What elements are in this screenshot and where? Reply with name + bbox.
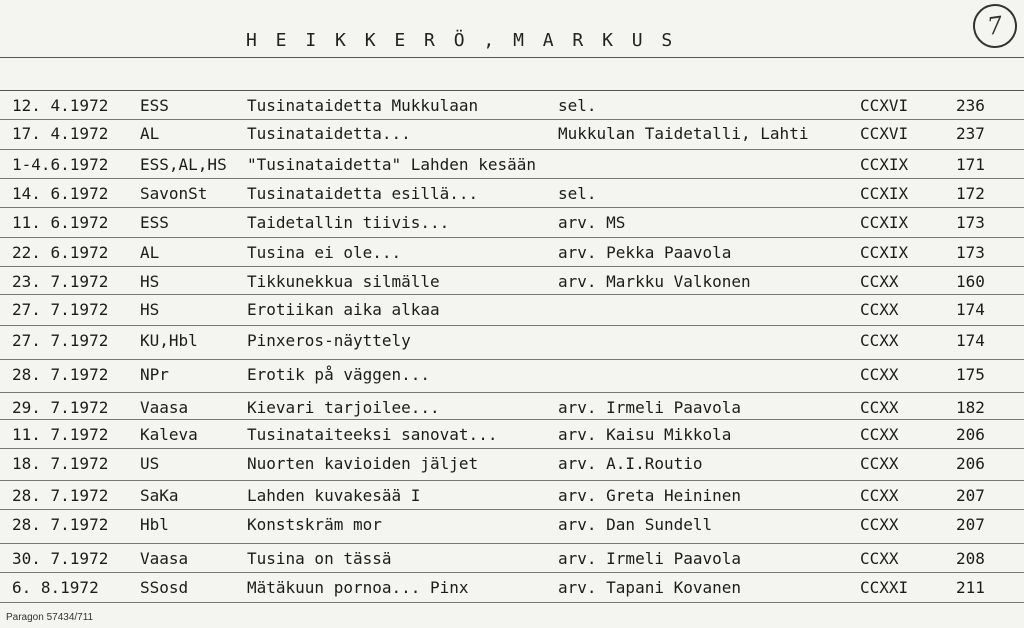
entry-date: 28. 7.1972 bbox=[12, 515, 109, 534]
entry-date: 29. 7.1972 bbox=[12, 398, 109, 417]
entry-volume: CCXIX bbox=[860, 243, 909, 262]
entry-date: 18. 7.1972 bbox=[12, 454, 109, 473]
entry-source: Kaleva bbox=[140, 425, 198, 444]
entry-date: 6. 8.1972 bbox=[12, 578, 99, 597]
entry-source: Vaasa bbox=[140, 398, 189, 417]
entry-note: sel. bbox=[558, 96, 597, 115]
entry-volume: CCXIX bbox=[860, 155, 909, 174]
entry-source: Vaasa bbox=[140, 549, 189, 568]
row-divider bbox=[0, 602, 1024, 603]
table-row bbox=[0, 420, 1024, 449]
entry-title: Pinxeros-näyttely bbox=[247, 331, 411, 350]
entry-volume: CCXX bbox=[860, 272, 899, 291]
entry-date: 28. 7.1972 bbox=[12, 365, 109, 384]
entry-source: AL bbox=[140, 124, 160, 143]
entry-note: arv. Dan Sundell bbox=[558, 515, 713, 534]
entry-note: arv. MS bbox=[558, 213, 626, 232]
table-row bbox=[0, 544, 1024, 573]
entry-note: arv. Markku Valkonen bbox=[558, 272, 751, 291]
entry-volume: CCXIX bbox=[860, 213, 909, 232]
entry-note: arv. Pekka Paavola bbox=[558, 243, 732, 262]
entry-title: Mätäkuun pornoa... Pinx bbox=[247, 578, 469, 597]
entry-date: 30. 7.1972 bbox=[12, 549, 109, 568]
table-row bbox=[0, 295, 1024, 324]
page-number-mark: 7 bbox=[970, 1, 1020, 51]
entry-date: 28. 7.1972 bbox=[12, 486, 109, 505]
table-row bbox=[0, 91, 1024, 120]
entry-volume: CCXX bbox=[860, 486, 899, 505]
entry-source: NPr bbox=[140, 365, 169, 384]
entry-date: 1-4.6.1972 bbox=[12, 155, 109, 174]
entry-number: 174 bbox=[956, 300, 985, 319]
entry-volume: CCXX bbox=[860, 365, 899, 384]
entry-title: Tusinataidetta... bbox=[247, 124, 411, 143]
table-row bbox=[0, 481, 1024, 510]
entry-title: Konstskräm mor bbox=[247, 515, 382, 534]
entry-title: Kievari tarjoilee... bbox=[247, 398, 440, 417]
entry-volume: CCXX bbox=[860, 515, 899, 534]
table-row bbox=[0, 573, 1024, 602]
entry-number: 171 bbox=[956, 155, 985, 174]
entry-source: HS bbox=[140, 272, 160, 291]
entry-source: Hbl bbox=[140, 515, 169, 534]
entry-volume: CCXVI bbox=[860, 124, 909, 143]
entry-number: 211 bbox=[956, 578, 985, 597]
entry-note: arv. Kaisu Mikkola bbox=[558, 425, 732, 444]
entry-number: 207 bbox=[956, 515, 985, 534]
table-row bbox=[0, 510, 1024, 539]
entry-title: Erotiikan aika alkaa bbox=[247, 300, 440, 319]
entry-title: "Tusinataidetta" Lahden kesään bbox=[247, 155, 536, 174]
entry-number: 206 bbox=[956, 425, 985, 444]
entry-title: Nuorten kavioiden jäljet bbox=[247, 454, 479, 473]
entry-number: 175 bbox=[956, 365, 985, 384]
entry-volume: CCXIX bbox=[860, 184, 909, 203]
entry-date: 22. 6.1972 bbox=[12, 243, 109, 262]
entry-source: AL bbox=[140, 243, 160, 262]
entry-date: 27. 7.1972 bbox=[12, 331, 109, 350]
entry-number: 172 bbox=[956, 184, 985, 203]
entry-source: ESS,AL,HS bbox=[140, 155, 227, 174]
entry-title: Tusinataidetta Mukkulaan bbox=[247, 96, 479, 115]
entry-volume: CCXVI bbox=[860, 96, 909, 115]
table-row bbox=[0, 449, 1024, 478]
entry-source: SavonSt bbox=[140, 184, 208, 203]
entry-number: 207 bbox=[956, 486, 985, 505]
entry-date: 23. 7.1972 bbox=[12, 272, 109, 291]
entry-date: 11. 7.1972 bbox=[12, 425, 109, 444]
entry-note: arv. Irmeli Paavola bbox=[558, 398, 742, 417]
table-row bbox=[0, 393, 1024, 422]
entry-source: US bbox=[140, 454, 160, 473]
entry-date: 17. 4.1972 bbox=[12, 124, 109, 143]
entry-volume: CCXX bbox=[860, 549, 899, 568]
entry-number: 160 bbox=[956, 272, 985, 291]
entry-date: 12. 4.1972 bbox=[12, 96, 109, 115]
entry-note: arv. Tapani Kovanen bbox=[558, 578, 742, 597]
entry-source: SSosd bbox=[140, 578, 189, 597]
entry-note: arv. Irmeli Paavola bbox=[558, 549, 742, 568]
entry-note: arv. Greta Heininen bbox=[558, 486, 742, 505]
entry-number: 173 bbox=[956, 243, 985, 262]
entry-source: SaKa bbox=[140, 486, 179, 505]
entry-volume: CCXX bbox=[860, 300, 899, 319]
entry-title: Tusinataidetta esillä... bbox=[247, 184, 479, 203]
table-row bbox=[0, 238, 1024, 267]
entry-volume: CCXXI bbox=[860, 578, 909, 597]
table-row bbox=[0, 208, 1024, 237]
entry-source: ESS bbox=[140, 213, 169, 232]
entry-number: 182 bbox=[956, 398, 985, 417]
entry-volume: CCXX bbox=[860, 454, 899, 473]
table-row bbox=[0, 267, 1024, 296]
table-row bbox=[0, 119, 1024, 148]
entry-note: arv. A.I.Routio bbox=[558, 454, 703, 473]
table-row bbox=[0, 179, 1024, 208]
entry-volume: CCXX bbox=[860, 398, 899, 417]
entry-date: 14. 6.1972 bbox=[12, 184, 109, 203]
entry-source: HS bbox=[140, 300, 160, 319]
entry-title: Taidetallin tiivis... bbox=[247, 213, 450, 232]
entry-title: Erotik på väggen... bbox=[247, 365, 431, 384]
table-row bbox=[0, 326, 1024, 355]
entry-number: 206 bbox=[956, 454, 985, 473]
entry-number: 173 bbox=[956, 213, 985, 232]
entry-title: Tusina on tässä bbox=[247, 549, 392, 568]
entry-title: Lahden kuvakesää I bbox=[247, 486, 421, 505]
entry-volume: CCXX bbox=[860, 331, 899, 350]
entry-number: 237 bbox=[956, 124, 985, 143]
entry-number: 208 bbox=[956, 549, 985, 568]
printer-mark: Paragon 57434/711 bbox=[6, 612, 94, 623]
entry-title: Tikkunekkua silmälle bbox=[247, 272, 440, 291]
entry-source: KU,Hbl bbox=[140, 331, 198, 350]
entry-date: 11. 6.1972 bbox=[12, 213, 109, 232]
entry-number: 236 bbox=[956, 96, 985, 115]
entry-title: Tusinataiteeksi sanovat... bbox=[247, 425, 498, 444]
table-row bbox=[0, 360, 1024, 389]
entry-volume: CCXX bbox=[860, 425, 899, 444]
entry-note: Mukkulan Taidetalli, Lahti bbox=[558, 124, 809, 143]
entry-title: Tusina ei ole... bbox=[247, 243, 402, 262]
entry-note: sel. bbox=[558, 184, 597, 203]
entry-source: ESS bbox=[140, 96, 169, 115]
table-row bbox=[0, 150, 1024, 179]
card-header-name: H E I K K E R Ö , M A R K U S bbox=[246, 30, 677, 51]
header-rule bbox=[0, 57, 1024, 58]
entry-number: 174 bbox=[956, 331, 985, 350]
entry-date: 27. 7.1972 bbox=[12, 300, 109, 319]
